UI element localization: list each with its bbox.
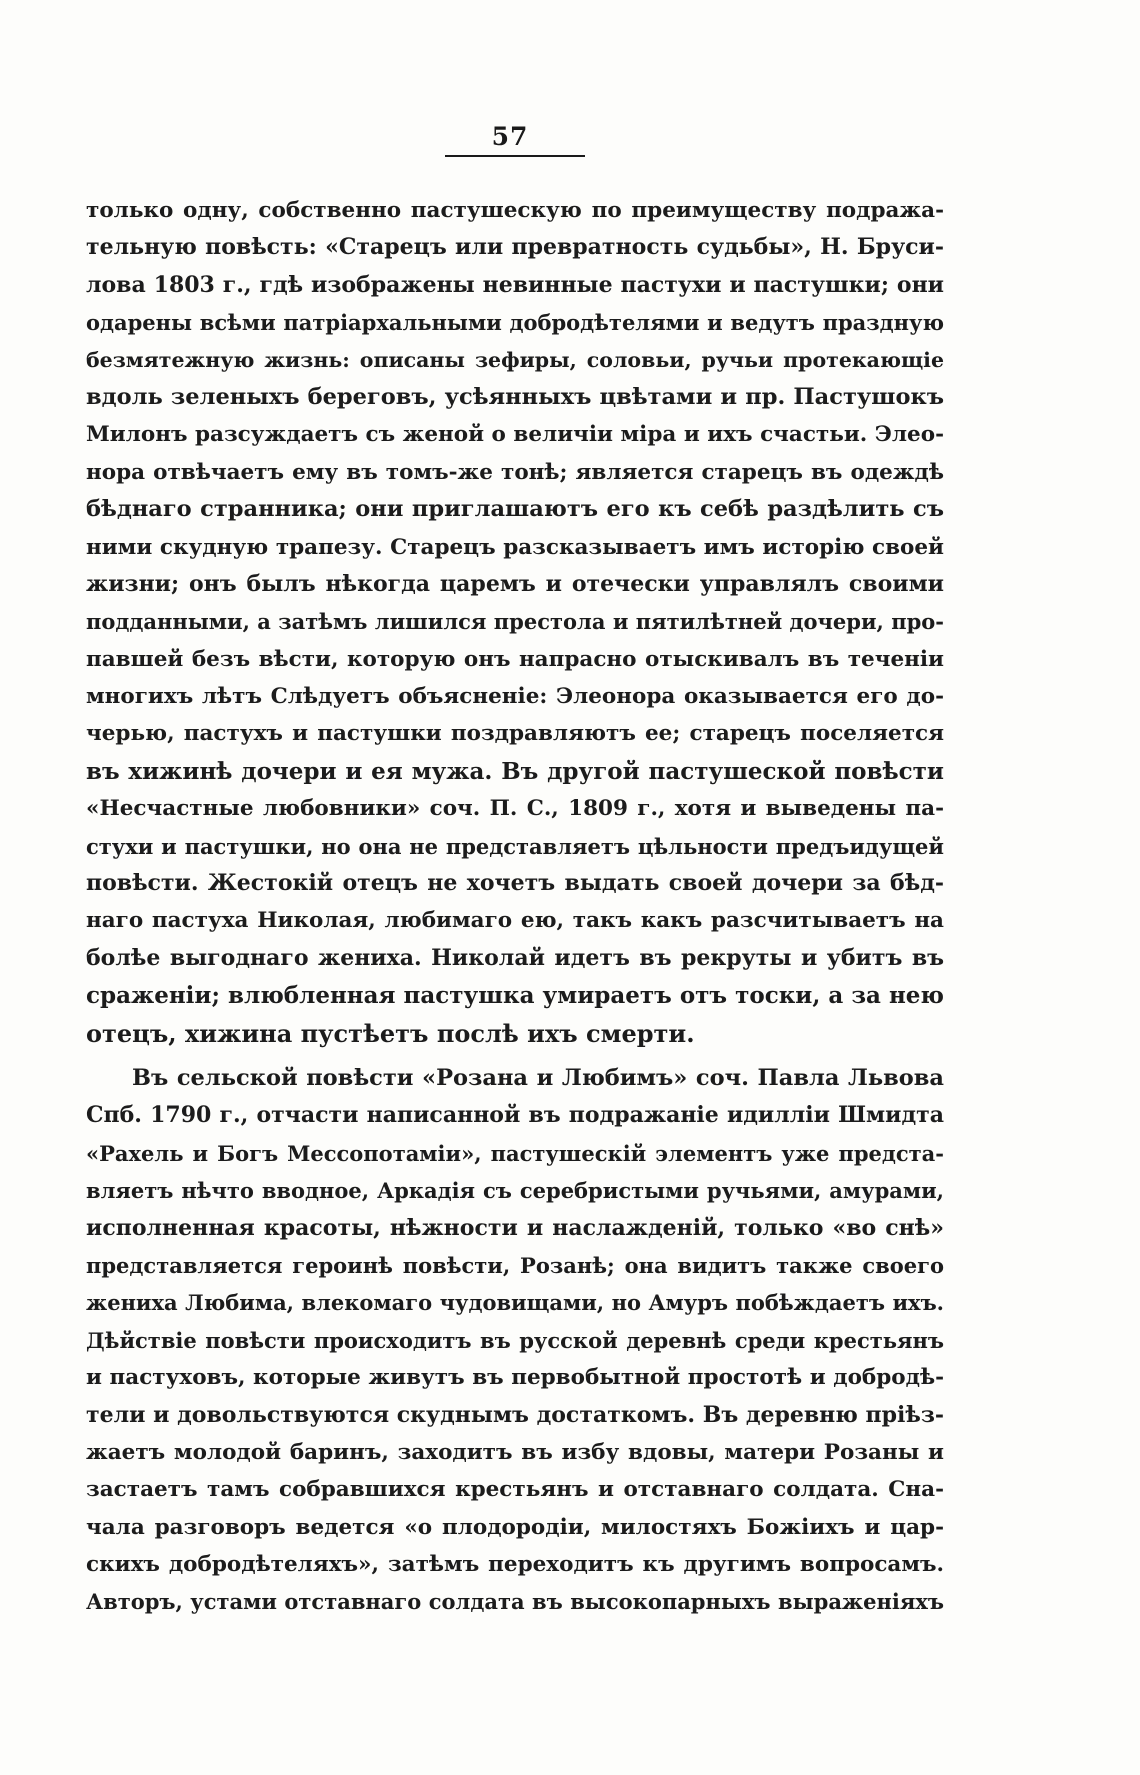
- text-line: подданными, а затѣмъ лишился престола и пятилѣтней дочери, про-: [86, 609, 944, 635]
- text-line: представляется героинѣ повѣсти, Розанѣ; она видитъ также своего: [86, 1252, 944, 1278]
- text-line: жаетъ молодой баринъ, заходитъ въ избу вдовы, матери Розаны и: [86, 1439, 944, 1465]
- text-line: сраженіи; влюбленная пастушка умираетъ отъ тоски, а за нею: [86, 982, 944, 1010]
- paragraph-2: [86, 1060, 944, 1621]
- text-line: вдоль зеленыхъ береговъ, усѣянныхъ цвѣтами и пр. Пастушокъ: [86, 383, 944, 410]
- text-line: ними скудную трапезу. Старецъ разсказываетъ имъ исторію своей: [86, 534, 944, 560]
- text-line: застаетъ тамъ собравшихся крестьянъ и отставнаго солдата. Сна-: [86, 1477, 944, 1503]
- text-line: черью, пастухъ и пастушки поздравляютъ ее; старецъ поселяется: [86, 721, 944, 747]
- text-line: скихъ добродѣтеляхъ», затѣмъ переходитъ къ другимъ вопросамъ.: [86, 1552, 944, 1578]
- text-line: чала разговоръ ведется «о плодородіи, милостяхъ Божіихъ и цар-: [86, 1514, 944, 1540]
- text-line: повѣсти. Жестокій отецъ не хочетъ выдать своей дочери за бѣд-: [86, 870, 944, 897]
- text-line: болѣе выгоднаго жениха. Николай идетъ въ рекруты и убитъ въ: [86, 944, 944, 971]
- text-line: Милонъ разсуждаетъ съ женой о величіи міра и ихъ счастьи. Элео-: [86, 422, 944, 448]
- text-line: и пастуховъ, которые живутъ въ первобытной простотѣ и добродѣ-: [86, 1365, 944, 1391]
- text-line: безмятежную жизнь: описаны зефиры, соловьи, ручьи протекающіе: [86, 347, 944, 372]
- text-line: многихъ лѣтъ Слѣдуетъ объясненіе: Элеонора оказывается его до-: [86, 684, 944, 710]
- text-line: жизни; онъ былъ нѣкогда царемъ и отечески управлялъ своими: [86, 570, 944, 597]
- text-line: Дѣйствіе повѣсти происходитъ въ русской деревнѣ среди крестьянъ: [86, 1327, 944, 1353]
- text-line: одарены всѣми патріархальными добродѣтелями и ведутъ праздную: [86, 310, 944, 336]
- text-line: стухи и пастушки, но она не представляетъ цѣльности предъидущей: [86, 833, 944, 859]
- paragraph-gap: [86, 1052, 944, 1060]
- text-line: въ хижинѣ дочери и ея мужа. Въ другой пастушеской повѣсти: [86, 757, 944, 785]
- text-line: Авторъ, устами отставнаго солдата въ высокопарныхъ выраженіяхъ: [86, 1589, 944, 1615]
- text-line: только одну, собственно пастушескую по преимуществу подража-: [86, 198, 944, 223]
- text-line: вляетъ нѣчто вводное, Аркадія съ серебристыми ручьями, амурами,: [86, 1178, 944, 1204]
- text-line: бѣднаго странника; они приглашаютъ его къ себѣ раздѣлить съ: [86, 496, 944, 523]
- text-line: лова 1803 г., гдѣ изображены невинные пастухи и пастушки; они: [86, 271, 944, 298]
- paragraph-1: [86, 192, 944, 1052]
- text-line: павшей безъ вѣсти, которую онъ напрасно отыскивалъ въ теченіи: [86, 646, 944, 672]
- text-line: отецъ, хижина пустѣетъ послѣ ихъ смерти.: [86, 1018, 695, 1048]
- body-text: [86, 192, 944, 1621]
- text-line: жениха Любима, влекомаго чудовищами, но Амуръ побѣждаетъ ихъ.: [86, 1290, 944, 1316]
- text-line: наго пастуха Николая, любимаго ею, такъ какъ разсчитываетъ на: [86, 908, 944, 934]
- text-line: «Рахель и Богъ Мессопотаміи», пастушескій элементъ уже предста-: [86, 1140, 944, 1166]
- text-line: нора отвѣчаетъ ему въ томъ-же тонѣ; является старецъ въ одеждѣ: [86, 459, 944, 485]
- text-line: Въ сельской повѣсти «Розана и Любимъ» соч. Павла Львова: [132, 1064, 944, 1091]
- text-line: «Несчастные любовники» соч. П. С., 1809 г., хотя и выведены па-: [86, 796, 944, 822]
- text-line: тели и довольствуются скуднымъ достаткомъ. Въ деревню пріѣз-: [86, 1401, 944, 1428]
- text-line: тельную повѣсть: «Старецъ или превратность судьбы», Н. Бруси-: [86, 234, 944, 261]
- text-line: Спб. 1790 г., отчасти написанной въ подражаніе идилліи Шмидта: [86, 1102, 944, 1129]
- page-number-rule: [445, 155, 585, 157]
- page-number: 57: [491, 122, 529, 151]
- text-line: исполненная красоты, нѣжности и наслажденій, только «во снѣ»: [86, 1214, 944, 1241]
